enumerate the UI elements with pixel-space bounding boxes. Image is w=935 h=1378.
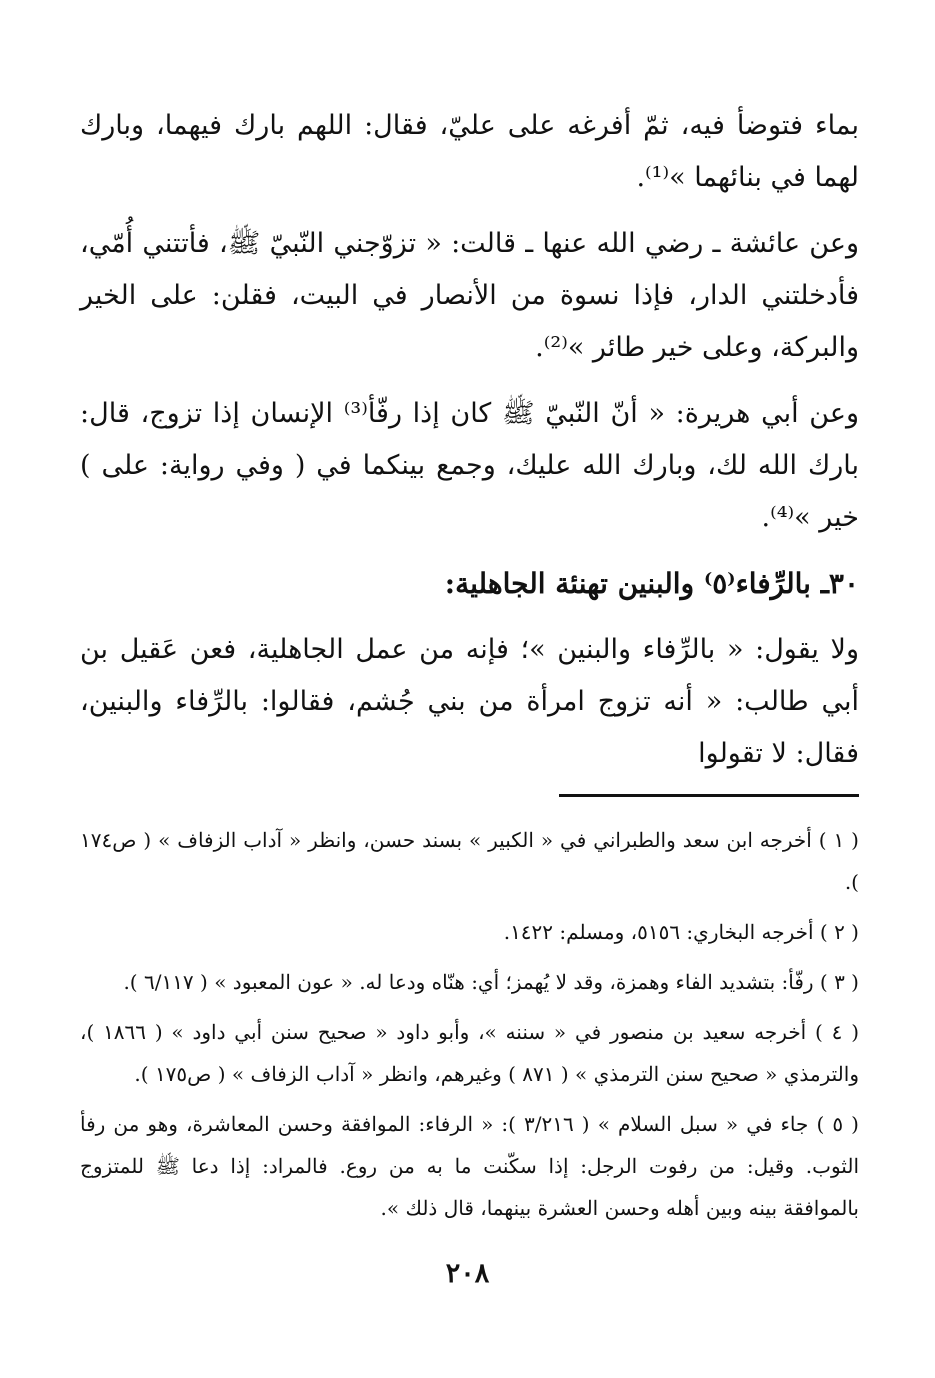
footnote-divider xyxy=(559,794,859,797)
paragraph-abu-hurairah-hadith: وعن أبي هريرة: « أنّ النّبيّ ﷺ كان إذا رفّأ⁽³⁾ الإنسان إذا تزوج، قال: بارك الله لك، وبارك الله عليك، وجمع بينكما في ( وفي رواية: على ) خير »⁽⁴⁾. xyxy=(80,398,859,533)
paragraph-aqil-hadith: ولا يقول: « بالرِّفاء والبنين »؛ فإنه من عمل الجاهلية، فعن عَقيل بن أبي طالب: « أنه تزوج امرأة من بني جُشم، فقالوا: بالرِّفاء والبنين، فقال: لا تقولوا xyxy=(80,634,859,769)
section-heading: ٣٠ـ بالرِّفاء⁽٥⁾ والبنين تهنئة الجاهلية: xyxy=(444,567,859,600)
footnote-4: ( ٤ ) أخرجه سعيد بن منصور في « سننه »، وأبو داود « صحيح سنن أبي داود » ( ١٨٦٦ )، والترمذي « صحيح سنن الترمذي » ( ٨٧١ ) وغيرهم، وانظر « آداب الزفاف » ( ص١٧٥ ). xyxy=(80,1020,859,1086)
page-number: ٢٠٨ xyxy=(445,1258,490,1289)
paragraph-aisha-hadith: وعن عائشة ـ رضي الله عنها ـ قالت: « تزوّجني النّبيّ ﷺ، فأتتني أُمّي، فأدخلتني الدار، فإذا نسوة من الأنصار في البيت، فقلن: على الخير والبركة، وعلى خير طائر »⁽²⁾. xyxy=(80,228,859,363)
main-text xyxy=(80,100,859,780)
footnote-1: ( ١ ) أخرجه ابن سعد والطبراني في « الكبير » بسند حسن، وانظر « آداب الزفاف » ( ص١٧٤ ). xyxy=(80,828,859,894)
footnotes xyxy=(80,819,859,1229)
footnote-5: ( ٥ ) جاء في « سبل السلام » ( ٣/٢١٦ ): « الرفاء: الموافقة وحسن المعاشرة، وهو من رفأ الثوب. وقيل: من رفوت الرجل: إذا سكّنت ما به من روع. فالمراد: إذا دعا ﷺ للمتزوج بالموافقة بينه وبين أهله وحسن العشرة بينهما، قال ذلك ». xyxy=(80,1112,859,1220)
book-page xyxy=(80,100,859,1378)
footnote-3: ( ٣ ) رفّأ: بتشديد الفاء وهمزة، وقد لا يُهمز؛ أي: هنّاه ودعا له. « عون المعبود » ( ٦/١١٧ ). xyxy=(123,970,859,994)
footnote-2: ( ٢ ) أخرجه البخاري: ٥١٥٦، ومسلم: ١٤٢٢. xyxy=(503,920,859,944)
paragraph-wedding-dua: بماء فتوضأ فيه، ثمّ أفرغه على عليّ، فقال: اللهم بارك فيهما، وبارك لهما في بنائهما »⁽¹⁾. xyxy=(80,110,859,193)
